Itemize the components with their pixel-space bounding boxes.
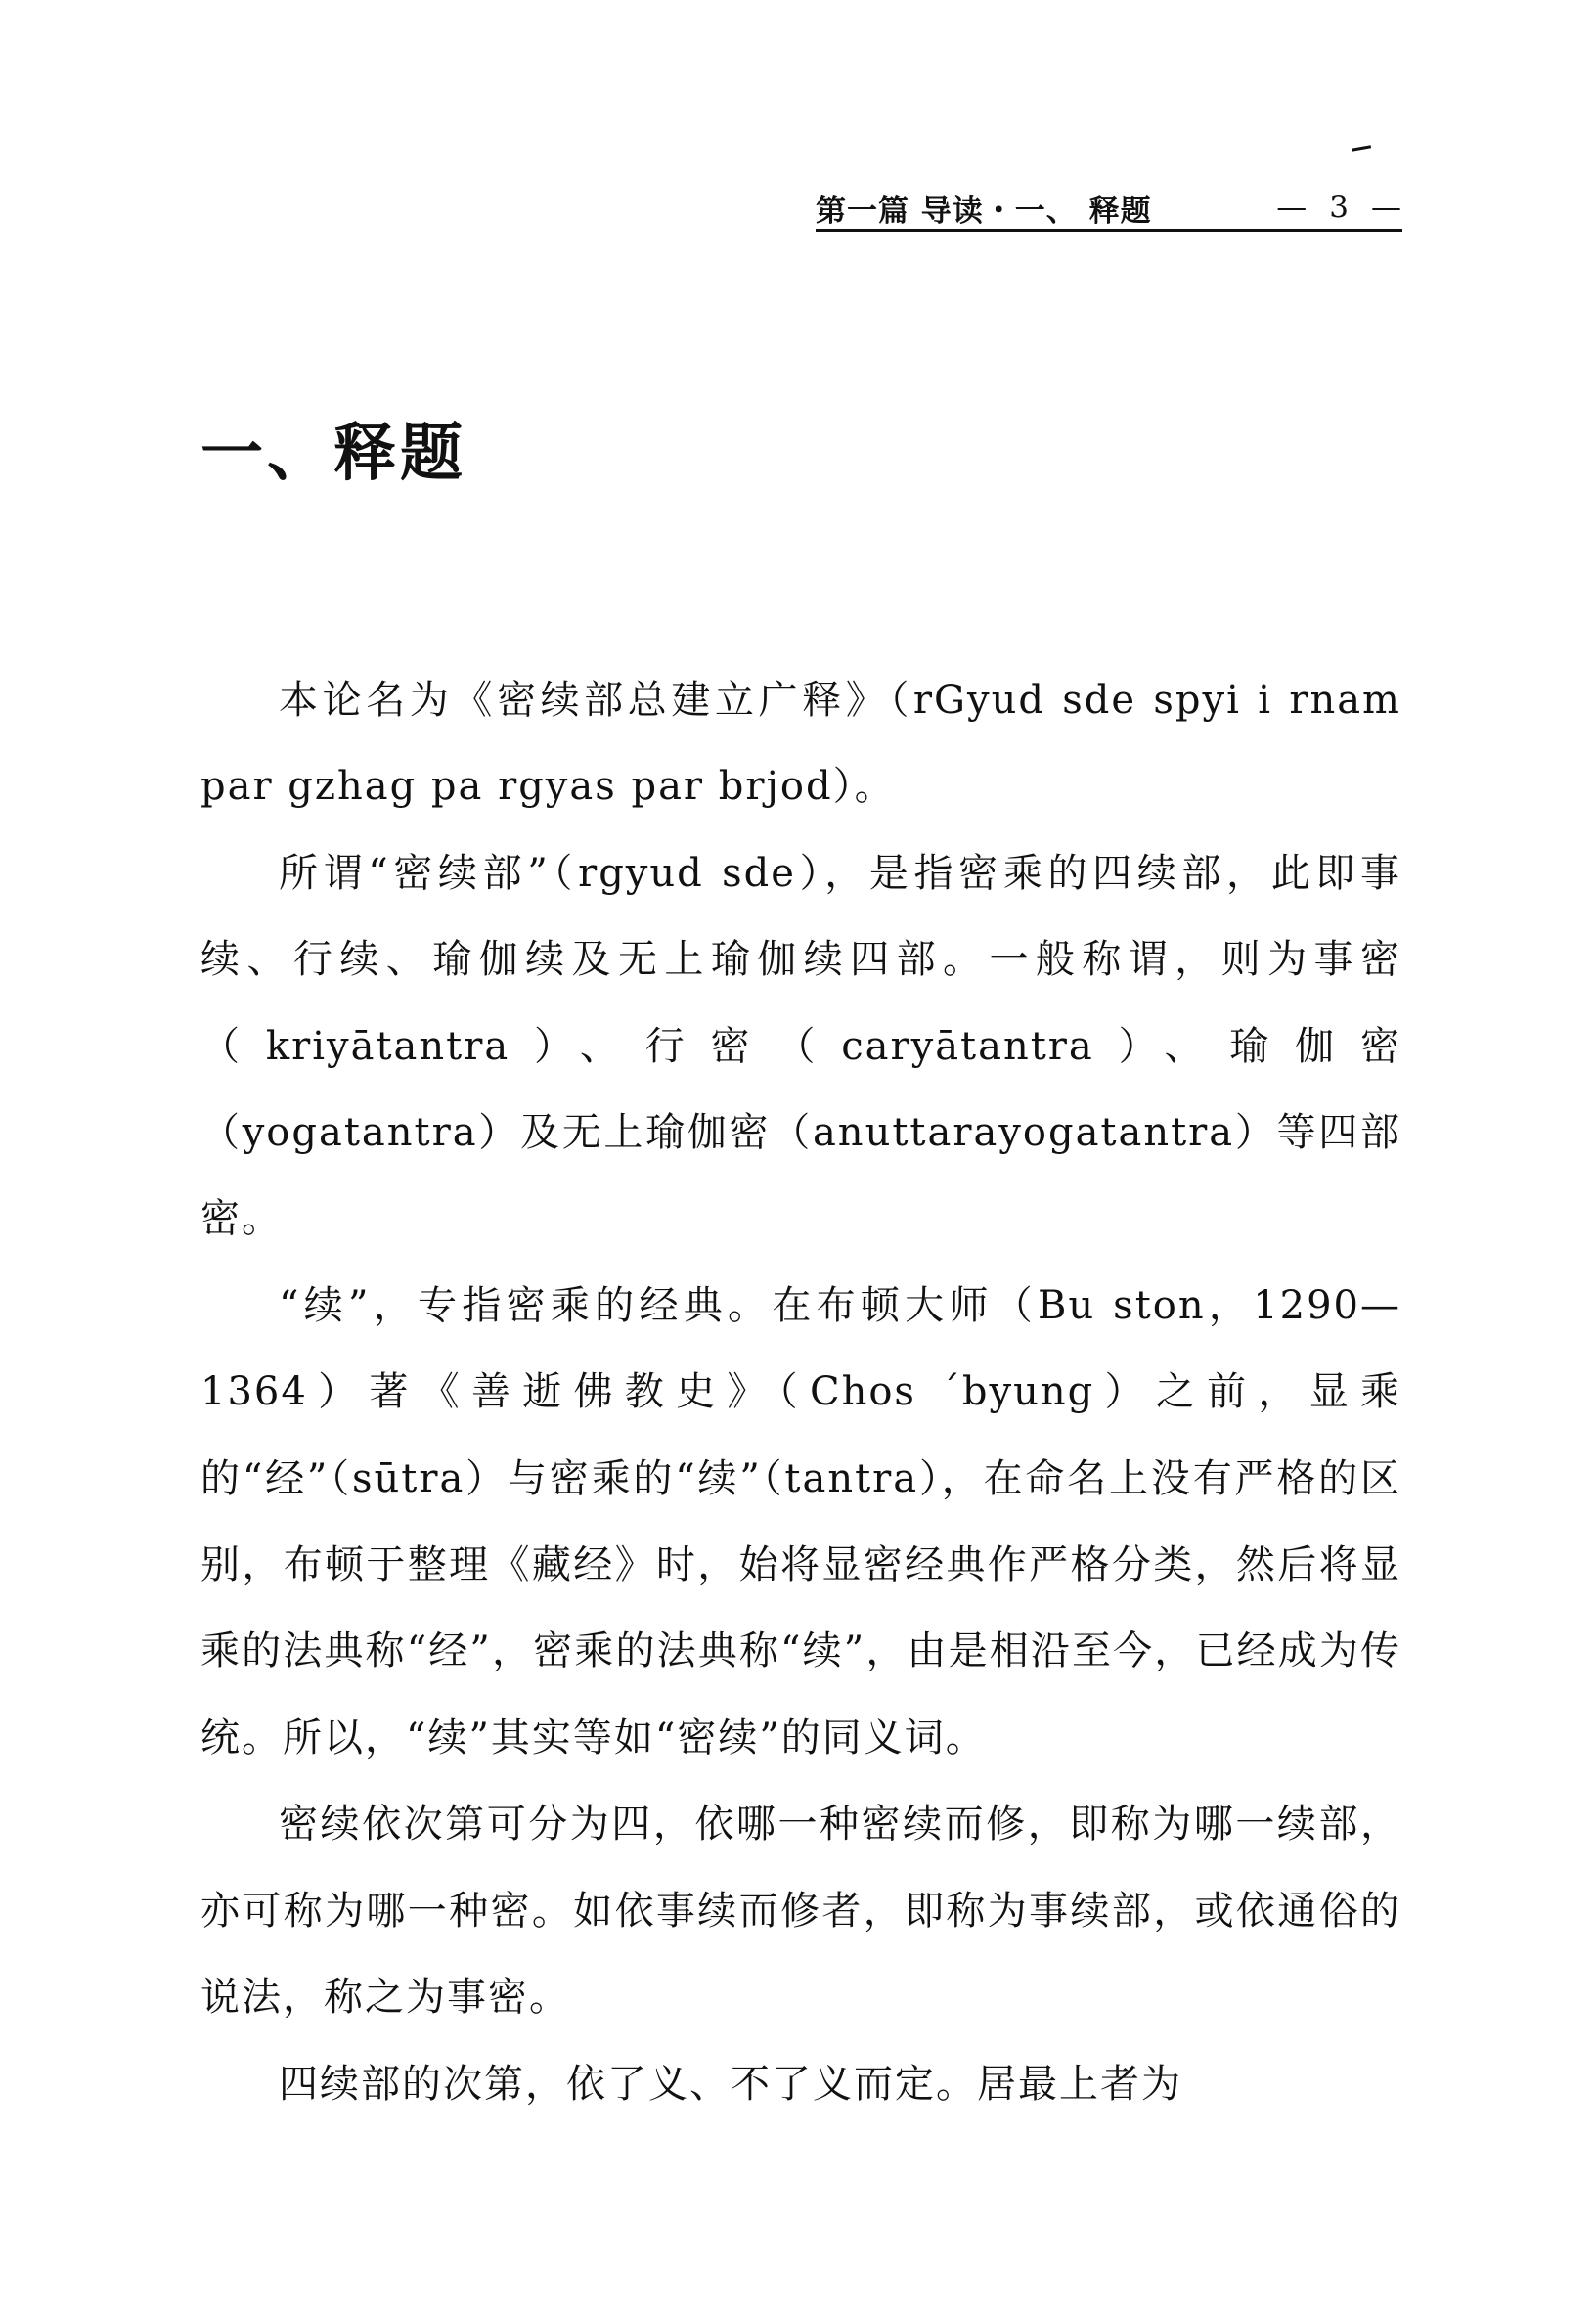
paragraph: 四续部的次第，依了义、不了义而定。居最上者为 (279, 2061, 1182, 2107)
paragraph: “续”，专指密乘的经典。在布顿大师（Bu ston，1290—1364）著《善逝佛教史》（Chos ´byung）之前，显乘的“经”（sūtra）与密乘的“续”（tantra），在命名上没有严格的区别，布顿于整理《藏经》时，始将显密经典作严格分类，然后将显乘的法典称“经”，密乘的法典称“续”，由是相沿至今，已经成为传统。所以，“续”其实等如“密续”的同义词。 (200, 1282, 1401, 1760)
page-number: 3 (1329, 190, 1350, 225)
running-header (816, 186, 1402, 232)
header-page-number-group (1276, 190, 1402, 225)
paragraph: 密续依次第可分为四，依哪一种密续而修，即称为哪一续部，亦可称为哪一种密。如依事续而修者，即称为事续部，或依通俗的说法，称之为事密。 (200, 1802, 1401, 2021)
page-dash-left: — (1276, 190, 1308, 225)
chapter-title: 一、释题 (200, 418, 466, 490)
header-section-title: 第一篇 导读・一、 释题 (816, 193, 1152, 229)
corner-mark (1352, 145, 1371, 151)
paragraph: 本论名为《密续部总建立广释》（rGyud sde spyi i rnam par gzhag pa rgyas par brjod）。 (200, 678, 1401, 810)
paragraph: 所谓“密续部”（rgyud sde），是指密乘的四续部，此即事续、行续、瑜伽续及无上瑜伽续四部。一般称谓，则为事密（kriyātantra）、行密（caryātantra）、瑜伽密（yogatantra）及无上瑜伽密（anuttarayogatantra）等四部密。 (200, 850, 1401, 1242)
page-dash-right: — (1371, 190, 1402, 225)
body-text (200, 657, 1401, 2127)
